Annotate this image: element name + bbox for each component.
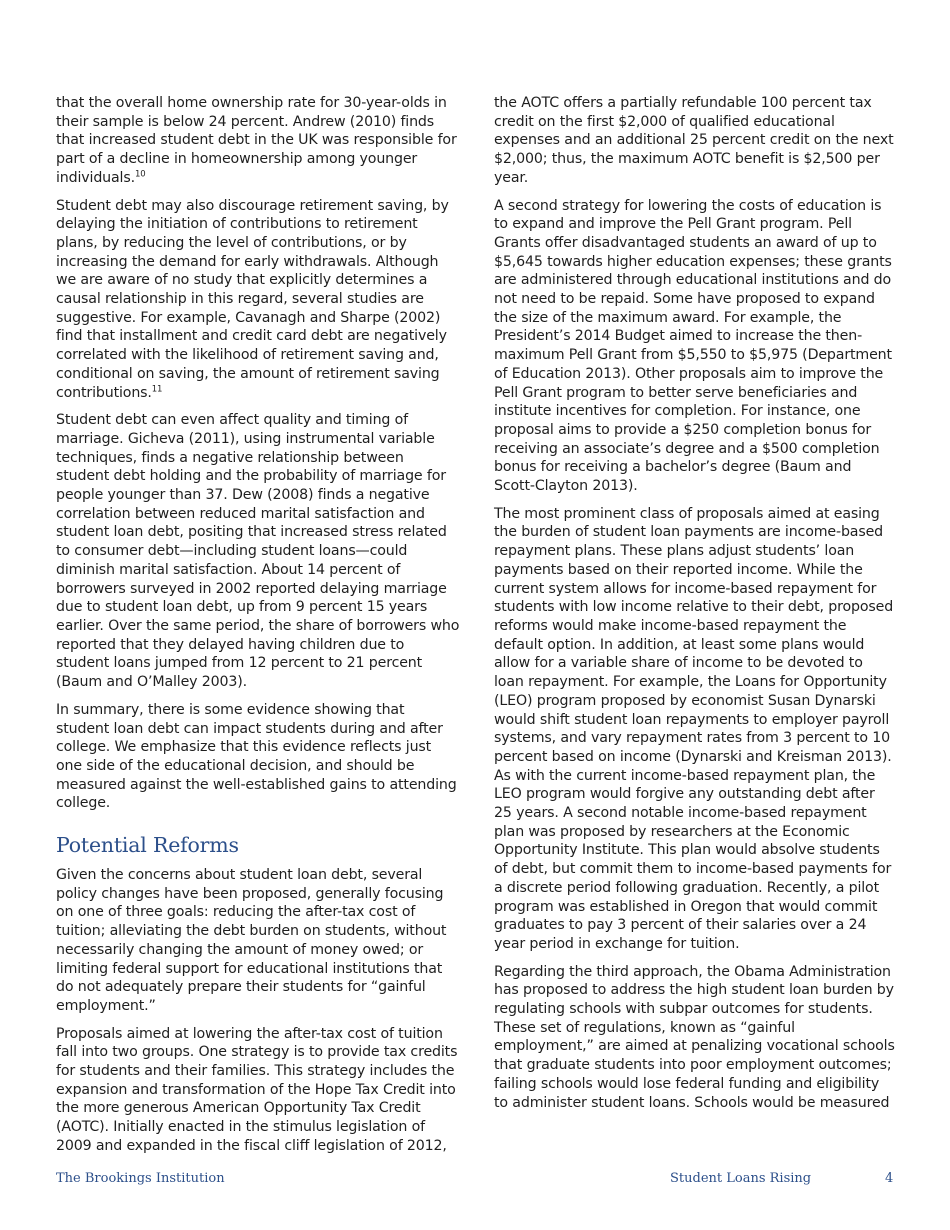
left-column — [56, 94, 461, 1165]
paragraph — [56, 94, 461, 188]
page-number: 4 — [885, 1171, 894, 1186]
paragraph: Student debt can even affect quality and timing of marriage. Gicheva (2011), using instrumental variable techniques, finds a negative relationship between student debt holding and the probability of marriage for people younger than 37. Dew (2008) finds a negative correlation between reduced marital satisfaction and student loan debt, positing that increased stress related to consumer debt—including student loans—could diminish marital satisfaction. About 14 percent of borrowers surveyed in 2002 reported delaying marriage due to student loan debt, up from 9 percent 15 years earlier. Over the same period, the share of borrowers who reported that they delayed having children due to student loans jumped from 12 percent to 21 percent (Baum and O’Malley 2003). — [56, 412, 460, 691]
paragraph: The most prominent class of proposals aimed at easing the burden of student loan payments are income-based repayment plans. These plans adjust students’ loan payments based on their reported income. While the current system allows for income-based repayment for students with low income relative to their debt, proposed reforms would make income-based repayment the default option. In addition, at least some plans would allow for a variable share of income to be devoted to loan repayment. For example, the Loans for Opportunity (LEO) program proposed by economist Susan Dynarski would shift student loan repayments to employer payroll systems, and vary repayment rates from 3 percent to 10 percent based on income (Dynarski and Kreisman 2013). As with the current income-based repayment plan, the LEO program would forgive any outstanding debt after 25 years. A second notable income-based repayment plan was proposed by researchers at the Economic Opportunity Institute. This plan would absolve students of debt, but commit them to income-based payments for a discrete period following graduation. Recently, a pilot program was established in Oregon that would commit graduates to pay 3 percent of their salaries over a 24 year period in exchange for tuition. — [494, 505, 894, 952]
footer-publisher: The Brookings Institution — [56, 1171, 225, 1186]
paragraph: Proposals aimed at lowering the after-tax cost of tuition fall into two groups. One strategy is to provide tax credits for students and their families. This strategy includes the expansion and transformation of the Hope Tax Credit into the more generous American Opportunity Tax Credit (AOTC). Initially enacted in the stimulus legislation of 2009 and expanded in the fiscal cliff legislation of 2012, — [56, 1025, 458, 1154]
footer-document-title: Student Loans Rising — [670, 1171, 812, 1186]
section-heading: Potential Reforms — [56, 833, 239, 858]
paragraph — [56, 197, 461, 403]
paragraph: Regarding the third approach, the Obama Administration has proposed to address the high student loan burden by regulating schools with subpar outcomes for students. These set of regulations, known as “gainful employment,” are aimed at penalizing vocational schools that graduate students into poor employment outcomes; failing schools would lose federal funding and eligibility to administer student loans. Schools would be measured — [494, 963, 895, 1111]
paragraph: Given the concerns about student loan debt, several policy changes have been proposed, generally focusing on one of three goals: reducing the after-tax cost of tuition; alleviating the debt burden on students, without necessarily changing the amount of money owed; or limiting federal support for educational institutions that do not adequately prepare their students for “gainful employment.” — [56, 867, 447, 1014]
footnote-marker[interactable]: 10 — [134, 169, 146, 180]
right-column — [494, 94, 896, 1121]
paragraph: A second strategy for lowering the costs of education is to expand and improve the Pell Grant program. Pell Grants offer disadvantaged students an award of up to $5,645 towards higher education expenses; these grants are administered through educational institutions and do not need to be repaid. Some have proposed to expand the size of the maximum award. For example, the President’s 2014 Budget aimed to increase the then-maximum Pell Grant from $5,550 to $5,975 (Department of Education 2013). Other proposals aim to improve the Pell Grant program to better serve beneficiaries and institute incentives for completion. For instance, one proposal aims to provide a $250 completion bonus for receiving an associate’s degree and a $500 completion bonus for receiving a bachelor’s degree (Baum and Scott-Clayton 2013). — [494, 197, 892, 495]
paragraph: the AOTC offers a partially refundable 100 percent tax credit on the first $2,000 of qualified educational expenses and an additional 25 percent credit on the next $2,000; thus, the maximum AOTC benefit is $2,500 per year. — [494, 95, 894, 186]
paragraph-text: that the overall home ownership rate for 30-year-olds in their sample is below 24 percent. Andrew (2010) finds that increased student debt in the UK was responsible for part of a decline in homeownership among younger individuals. — [56, 95, 457, 186]
paragraph-text: Student debt may also discourage retirement saving, by delaying the initiation of contributions to retirement plans, by reducing the level of contributions, or by increasing the demand for early withdrawals. Although we are aware of no study that explicitly determines a causal relationship in this regard, several studies are suggestive. For example, Cavanagh and Sharpe (2002) find that installment and credit card debt are negatively correlated with the likelihood of retirement saving and, conditional on saving, the amount of retirement saving contributions. — [56, 197, 449, 401]
paragraph: In summary, there is some evidence showing that student loan debt can impact students during and after college. We emphasize that this evidence reflects just one side of the educational decision, and should be measured against the well-established gains to attending college. — [56, 701, 457, 812]
footnote-marker[interactable]: 11 — [151, 383, 163, 394]
